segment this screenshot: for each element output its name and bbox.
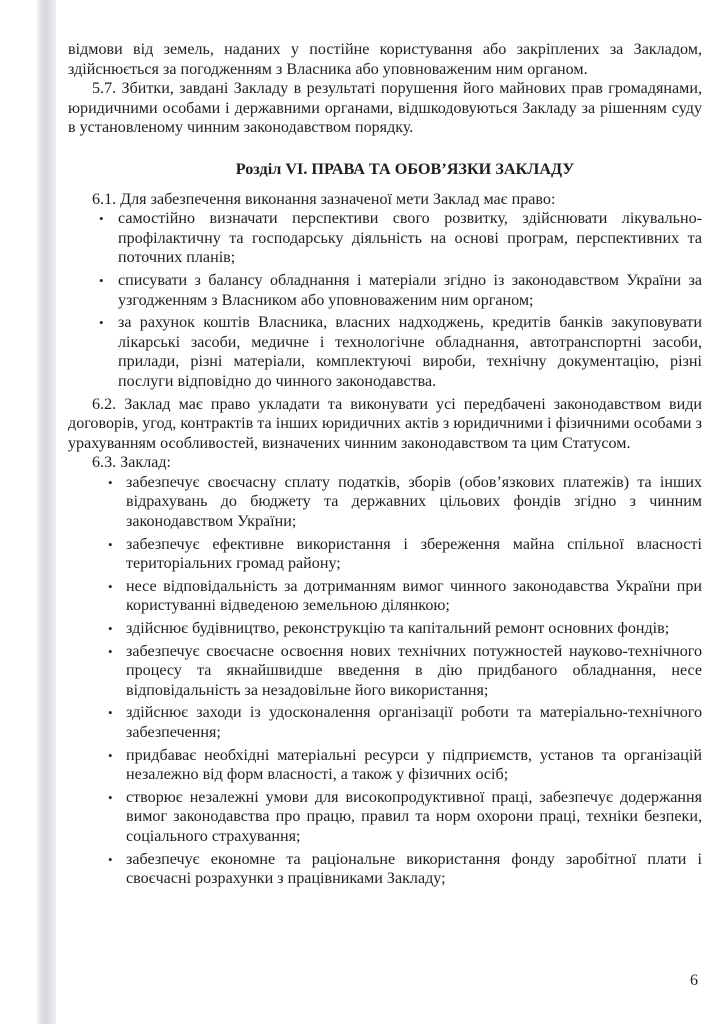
paragraph-6-3: 6.3. Заклад:: [92, 454, 172, 472]
list-item: [68, 313, 702, 391]
paragraph-5-7: 5.7. Збитки, завдані Закладу в результаті порушення його майнових прав громадянами, юридичними особами і державними органами, відшкодовуються Закладу за рішенням суду в установленому чинним законодавством порядку.: [68, 80, 702, 137]
paragraph-continuation: відмови від земель, наданих у постійне користування або закріплених за Закладом, здійснюється за погодженням з Власника або уповноваженим ним органом.: [68, 41, 702, 78]
bullet-icon: •: [108, 851, 113, 867]
list-item: [68, 577, 702, 616]
paragraph-6-2: 6.2. Заклад має право укладати та виконувати усі передбачені законодавством види договорів, угод, контрактів та інших юридичних актів з юридичними і фізичними особами з урахуванням особливостей, визначених чинним законодавством та цим Статусом.: [68, 395, 702, 452]
list-item-text: забезпечує своєчасне освоєння нових технічних потужностей науково-технічного процесу та якнайшвидше введення в дію придбаного обладнання, несе відповідальність за незадовільне його використання;: [126, 642, 702, 699]
bullet-icon: •: [108, 578, 113, 594]
list-item: [68, 642, 702, 701]
bullet-icon: •: [108, 643, 113, 659]
list-item-text: забезпечує ефективне використання і збереження майна спільної власності територіальних громад району;: [126, 535, 702, 573]
list-item: [68, 788, 702, 847]
paragraph-6-1: 6.1. Для забезпечення виконання зазначеної мети Заклад має право:: [92, 190, 556, 208]
list-6-3: [68, 473, 702, 889]
page-number: 6: [690, 972, 698, 989]
list-item-text: списувати з балансу обладнання і матеріали згідно із законодавством України за узгодженням з Власником або уповноваженим ним органом;: [118, 271, 702, 309]
list-item: [68, 271, 702, 310]
list-item: [68, 746, 702, 785]
document-page: [68, 40, 702, 892]
bullet-icon: •: [108, 747, 113, 763]
bullet-icon: •: [99, 272, 104, 288]
bullet-icon: •: [108, 474, 113, 490]
bullet-icon: •: [108, 789, 113, 805]
list-item-text: забезпечує економне та раціональне використання фонду заробітної плати і своєчасні розрахунки з працівниками Закладу;: [126, 850, 702, 888]
list-item-text: здійснює заходи із удосконалення організації роботи та матеріально-технічного забезпечення;: [126, 704, 702, 741]
list-item: [68, 209, 702, 268]
list-item: [68, 703, 702, 742]
list-item-text: несе відповідальність за дотриманням вимог чинного законодавства України при користуванні відведеною земельною ділянкою;: [126, 577, 702, 615]
list-item-text: створює незалежні умови для високопродуктивної праці, забезпечує додержання вимог законодавства про працю, правил та норм охорони праці, техніки безпеки, соціального страхування;: [126, 788, 702, 845]
list-6-1: [68, 209, 702, 391]
section-heading: Розділ VI. ПРАВА ТА ОБОВ’ЯЗКИ ЗАКЛАДУ: [235, 159, 575, 178]
list-item-text: придбаває необхідні матеріальні ресурси у підприємств, установ та організацій незалежно від форм власності, а також у фізичних осіб;: [126, 746, 702, 784]
bullet-icon: •: [99, 315, 104, 331]
list-item: [68, 535, 702, 574]
list-item-text: самостійно визначати перспективи свого розвитку, здійснювати лікувально-профілактичну та господарську діяльність на основі програм, перспективних та поточних планів;: [118, 210, 702, 267]
list-item-text: забезпечує своєчасну сплату податків, зборів (обов’язкових платежів) та інших відрахувань до бюджету та державних цільових фондів згідно з чинним законодавством України;: [126, 473, 702, 531]
list-item: [68, 850, 702, 889]
list-item-text: здійснює будівництво, реконструкцію та капітальний ремонт основних фондів;: [126, 620, 670, 638]
list-item: [68, 473, 702, 532]
bullet-icon: •: [108, 621, 113, 637]
list-item: [68, 619, 702, 639]
bullet-icon: •: [108, 536, 113, 552]
bullet-icon: •: [108, 705, 113, 721]
bullet-icon: •: [99, 211, 104, 227]
scan-edge-shadow: [0, 0, 56, 1024]
list-item-text: за рахунок коштів Власника, власних надходжень, кредитів банків закуповувати лікарські засоби, медичне і технологічне обладнання, автотранспортні засоби, прилади, різні матеріали, комплектуючі вироби, технічну документацію, різні послуги відповідно до чинного законодавства.: [118, 314, 702, 390]
